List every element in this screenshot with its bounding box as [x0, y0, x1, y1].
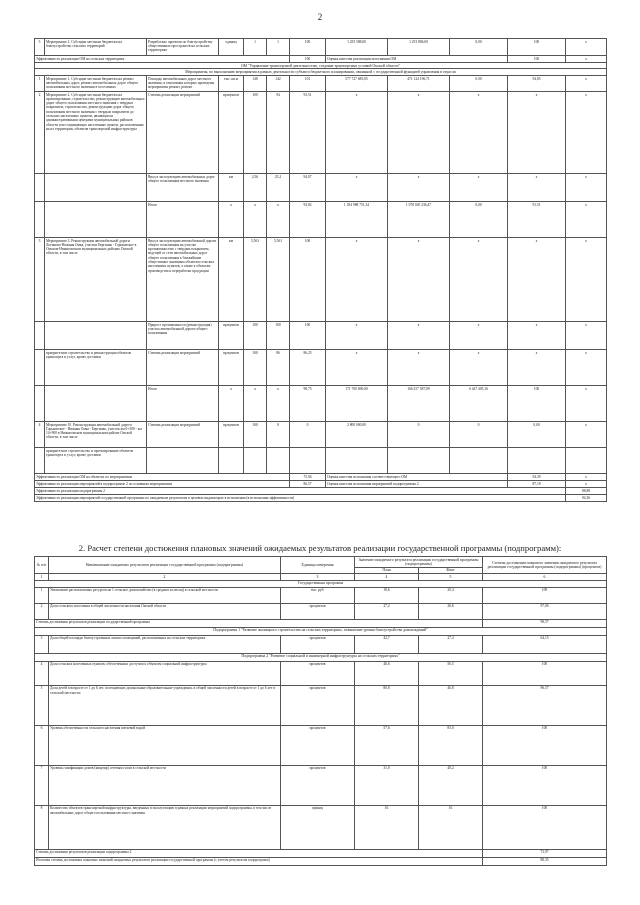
table-cell: 94,85 [508, 75, 566, 91]
table-cell: 0,00 [450, 39, 508, 56]
table-cell: х [566, 75, 607, 91]
table-cell: 27,2 [355, 603, 419, 619]
table-cell: х [388, 237, 450, 321]
table-cell [35, 321, 45, 349]
table-cell: 5 [35, 685, 49, 725]
table-cell: 42,7 [355, 635, 419, 653]
table-cell: 2 [35, 603, 49, 619]
table-cell: х [566, 349, 607, 385]
section-heading: Подпрограмма 2 "Развитие социальной и инженерной инфраструктуры на сельских территориях" [35, 653, 607, 661]
table-cell: 142 [267, 75, 290, 91]
table-cell: х [326, 91, 388, 173]
table-cell: Доля сельских населенных пунктов, обеспеченных доступом к объектам социальной инфраструктуры [49, 661, 281, 685]
table-cell: 100 [244, 321, 267, 349]
column-number: 4 [355, 574, 419, 580]
efficiency-table [34, 38, 607, 502]
table-cell: Ввод в эксплуатацию автомобильной дороги общего пользования на участке протяженностью с твердым покрытием, ведущей от сети автомобильных дорог общего пользования к ближайшим общественно значимым объектам сельских населенных пунктов, а также к объектам производства и переработки продукции [147, 237, 219, 321]
table-cell [566, 447, 607, 473]
table-cell: 64,15 [483, 635, 607, 653]
table-cell: Увеличение располагаемых ресурсов на 1 сельское домохозяйство (в среднем за месяц) в сельской местности [49, 587, 281, 603]
table-row [35, 635, 607, 653]
table-cell: Итого [147, 201, 219, 237]
summary-value: 87,18 [508, 480, 566, 487]
table-cell: 6 [35, 725, 49, 765]
table-cell: 46,6 [355, 661, 419, 685]
table-cell: Мероприятие 1. Субсидии местным бюджетам на ремонт автомобильных дорог, ремонт автомобильных дорог общего пользования местного значения в поселениях [45, 75, 147, 91]
table-cell: х [508, 349, 566, 385]
table-row [35, 580, 607, 587]
section-heading: Подпрограмма 1 "Развитие жилищного строительства на сельских территориях, повышение уровня благоустройства домовладений" [35, 627, 607, 635]
table-cell [219, 447, 244, 473]
table-cell: х [566, 321, 607, 349]
table-cell: 0,00 [508, 421, 566, 447]
table-cell: 5,561 [267, 237, 290, 321]
summary-label: Эффективность реализации мероприятий в подпрограмме 2 по основным мероприятиям [35, 480, 290, 487]
table-cell: Степень реализации мероприятий [147, 349, 219, 385]
table-cell: 166 257 587,89 [388, 385, 450, 421]
table-cell: Доля детей в возрасте от 1 до 6 лет, посещающих дошкольные образовательные учреждения, в общей численности детей в возрасте от 1 до 6 лет в сельской местности [49, 685, 281, 725]
table-row [35, 349, 607, 385]
summary-label: Эффективность реализации ОМ на сельских территориях [35, 56, 290, 63]
summary-value: 75,94 [290, 473, 326, 480]
table-cell [35, 385, 45, 421]
table-cell [35, 201, 45, 237]
summary-label: Оценка качества реализации исполнения ОМ [326, 56, 508, 63]
table-cell: Количество объектов транспортной инфраструктуры, введенных в эксплуатацию в рамках реализации мероприятий подпрограммы, в том числе автомобильных дорог общего пользования местного значения [49, 805, 281, 849]
table-row [35, 805, 607, 849]
table-cell: 577 727 685,05 [326, 75, 388, 91]
header-fact: Факт [419, 567, 483, 573]
column-number: 5 [419, 574, 483, 580]
table-cell: 46,8 [419, 685, 483, 725]
table-cell: х [566, 421, 607, 447]
section-2-title: 2. Расчет степени достижения плановых значений ожидаемых результатов реализации государственной программы (подпрограмм): [78, 543, 562, 553]
table-cell: х [508, 321, 566, 349]
total-label: Эффективность реализации подпрограммы 2 [35, 487, 566, 494]
table-cell: 100 [290, 39, 326, 56]
summary-label: Оценка качества исполнения мероприятий подпрограммы 2 [326, 480, 508, 487]
table-row [35, 627, 607, 635]
table-cell: Итого [147, 385, 219, 421]
table-cell: Мероприятие 2. Субсидии местным бюджетам на проектирование, строительство, реконструкцию автомобильных дорог общего пользования местного значения с твердым покрытием, строительство, реконструкцию дорог общего пользования местного значения с твердым покрытием до сельских населенных пунктов, являющихся административными центрами муниципальных районов области или соединяющих населенные пункты, расположенные на их территории, объектов транспортной инфраструктуры [45, 91, 147, 173]
table-cell: Степень реализации мероприятий [147, 421, 219, 447]
table-row [35, 91, 607, 173]
table-cell: 0,00 [450, 75, 508, 91]
table-row [35, 447, 607, 473]
table-row [35, 321, 607, 349]
section-heading: Мероприятия, по выполнению мероприятия в рамках деятельности субъекта бюджетного планирования, связанной с государственной функцией управления в отрасли [35, 69, 607, 75]
table-cell: 1 184 988 751,34 [326, 201, 388, 237]
table-cell: 57,6 [355, 725, 419, 765]
table-cell [45, 385, 147, 421]
table-cell: 18,6 [355, 587, 419, 603]
section-heading: ОМ "Управление транспортной деятельностью, создание транспортных условий Омской области" [35, 63, 607, 69]
table-cell: 6 447 405,16 [450, 385, 508, 421]
table-cell [244, 447, 267, 473]
table-cell: 2 [35, 91, 45, 173]
table-cell: х [566, 385, 607, 421]
table-cell: х [326, 173, 388, 201]
table-cell: Разработано проектов по благоустройству общественных пространств на сельских территориях [147, 39, 219, 56]
table-cell: 100 [508, 385, 566, 421]
table-cell: 0 [290, 421, 326, 447]
summary-value: х [566, 473, 607, 480]
table-cell: 7 [35, 765, 49, 805]
table-cell: единиц [219, 39, 244, 56]
table-cell: х [450, 173, 508, 201]
table-cell: 20,4 [419, 587, 483, 603]
table-cell: 471 124 196,71 [388, 75, 450, 91]
table-cell: процентов [281, 685, 355, 725]
header-degree: Степень достижения планового значения ожидаемого результата реализации государственной программы (подпрограммы) (процентов) [483, 557, 607, 574]
column-number: 3 [281, 574, 355, 580]
table-row [35, 173, 607, 201]
table-cell: процентов [281, 635, 355, 653]
table-cell: 94,07 [290, 173, 326, 201]
table-row [35, 494, 607, 501]
table-cell: 100 [290, 321, 326, 349]
table-cell: 8 [35, 805, 49, 849]
table-cell: 16 [419, 805, 483, 849]
table-cell: 31,0 [355, 765, 419, 805]
summary-value: 94,39 [508, 473, 566, 480]
table-cell: км [219, 237, 244, 321]
summary-value: 100 [508, 56, 566, 63]
table-cell: Степень реализации мероприятий [147, 91, 219, 173]
table-cell: х [244, 385, 267, 421]
table-cell [35, 173, 45, 201]
table-cell: процентов [219, 421, 244, 447]
table-cell: х [450, 349, 508, 385]
table-row [35, 75, 607, 91]
table-cell: 101 [290, 75, 326, 91]
table-cell: Ввод в эксплуатацию автомобильных дорог общего пользования местного значения [147, 173, 219, 201]
summary-value: 88,35 [483, 857, 607, 865]
table-cell: 2 800 000,00 [326, 421, 388, 447]
table-cell: приоритетное строительство и проектирование объектов транспорта и услуг, кроме доставки [45, 447, 147, 473]
table-cell: х [326, 349, 388, 385]
table-cell: км [219, 173, 244, 201]
section-heading: Государственная программа [35, 580, 607, 587]
total-label: Эффективность реализации мероприятий государственной программы по ожидаемым результатам в целевых индикаторах в исполнении (в исполнении эффективности) [35, 494, 566, 501]
table-cell: х [388, 349, 450, 385]
table-cell [267, 447, 290, 473]
summary-value: х [566, 56, 607, 63]
table-cell [326, 447, 388, 473]
table-cell: 4 [35, 661, 49, 685]
table-cell: процентов [219, 321, 244, 349]
table-cell: х [219, 385, 244, 421]
table-row [35, 849, 607, 857]
total-value: 88,88 [566, 487, 607, 494]
table-cell: х [566, 237, 607, 321]
table-cell: 98,75 [290, 385, 326, 421]
summary-value: 86,57 [290, 480, 326, 487]
table-cell: 3 [35, 39, 45, 56]
table-cell: Мероприятие 10. Реконструкция автомобильной дороги Горьковское - Нижняя Омка - Бергамак, участок км 0+300 - км 14+900 в Нижнеомском муниципальном районе Омской области, в том числе [45, 421, 147, 447]
table-cell: 25,2 [267, 173, 290, 201]
table-row [35, 661, 607, 685]
table-cell: х [388, 91, 450, 173]
table-cell: 40,2 [419, 765, 483, 805]
total-value: 94,36 [566, 494, 607, 501]
table-cell [508, 447, 566, 473]
summary-label: Степень достижения результатов реализации государственной программы [35, 619, 483, 627]
table-cell: 26,6 [419, 603, 483, 619]
table-cell: 83,0 [419, 725, 483, 765]
table-cell: х [267, 201, 290, 237]
table-cell: 148 [244, 75, 267, 91]
table-cell: процентов [281, 725, 355, 765]
table-cell: х [267, 385, 290, 421]
table-cell: тыс. кв.м [219, 75, 244, 91]
table-cell: 1 [244, 39, 267, 56]
header-unit: Единица измерения [281, 557, 355, 574]
table-cell: 100 [244, 91, 267, 173]
table-cell: 94 [267, 91, 290, 173]
table-row [35, 487, 607, 494]
table-cell: Мероприятие 2. Субсидии местным бюджетам на благоустройство сельских территорий [45, 39, 147, 56]
table-cell: 100 [483, 661, 607, 685]
header-row [35, 557, 607, 568]
table-cell: процентов [281, 661, 355, 685]
header-name: Наименование ожидаемых результатов реализации государственной программы (подпрограммы) [49, 557, 281, 574]
table-cell: х [566, 173, 607, 201]
table-cell: приоритетное строительство и реконструкция объектов транспорта и услуг, кроме доставки [45, 349, 147, 385]
table-cell: 1 [35, 587, 49, 603]
table-cell: 0 [450, 421, 508, 447]
table-cell: 0,00 [450, 201, 508, 237]
summary-label: Степень достижения результатов реализации подпрограммы 2 [35, 849, 483, 857]
table-row [35, 587, 607, 603]
table-row [35, 685, 607, 725]
column-number: 6 [483, 574, 607, 580]
table-cell: х [388, 321, 450, 349]
table-cell: 93,82 [290, 201, 326, 237]
table-cell: 100 [267, 321, 290, 349]
table-cell: х [244, 201, 267, 237]
table-row [35, 619, 607, 627]
table-cell: 100 [483, 725, 607, 765]
table-cell: х [508, 237, 566, 321]
table-cell: 56,5 [419, 661, 483, 685]
table-cell: 0 [388, 421, 450, 447]
table-cell: 93,51 [290, 91, 326, 173]
table-cell: 3 [35, 635, 49, 653]
table-row [35, 857, 607, 865]
table-cell: 3 [35, 237, 45, 321]
table-row [35, 385, 607, 421]
table-cell: х [326, 237, 388, 321]
table-cell: 91,51 [508, 201, 566, 237]
table-cell: х [566, 91, 607, 173]
table-cell: 80,8 [355, 685, 419, 725]
table-cell: х [508, 173, 566, 201]
table-cell: Площадь автомобильных дорог местного значения, в отношении которых проведены мероприятия ремонт, ремонт [147, 75, 219, 91]
table-cell [147, 447, 219, 473]
summary-value: х [566, 480, 607, 487]
table-cell: Прирост протяженности (реконструкция) участка автомобильной дороги общего пользования [147, 321, 219, 349]
table-cell: 171 700 690,00 [326, 385, 388, 421]
table-cell: 97,06 [483, 603, 607, 619]
table-cell: 100 [508, 39, 566, 56]
table-cell: 1 078 045 236,47 [388, 201, 450, 237]
table-row [35, 201, 607, 237]
summary-value: 73,97 [483, 849, 607, 857]
table-row [35, 237, 607, 321]
table-cell: х [450, 321, 508, 349]
table-row [35, 480, 607, 487]
table-cell [45, 173, 147, 201]
table-cell [35, 447, 45, 473]
table-cell: 27,4 [419, 635, 483, 653]
summary-value: 98,57 [483, 619, 607, 627]
table-row [35, 653, 607, 661]
header-num: № п/п [35, 557, 49, 574]
table-cell [388, 447, 450, 473]
table-cell: 4 [35, 421, 45, 447]
table-cell: х [566, 39, 607, 56]
summary-label: Оценка качества исполнения соответствующего ОМ [326, 473, 508, 480]
table-cell: 100 [483, 765, 607, 805]
table-row [35, 725, 607, 765]
table-cell [45, 321, 147, 349]
table-cell [450, 447, 508, 473]
header-plan: План [355, 567, 419, 573]
table-cell: 96,57 [483, 685, 607, 725]
table-row [35, 603, 607, 619]
table-cell: х [326, 321, 388, 349]
header-value-group: Значение ожидаемого результата реализации государственной программы (подпрограммы) [355, 557, 483, 568]
table-cell: тыс. руб. [281, 587, 355, 603]
table-cell: процентов [281, 765, 355, 805]
results-table [34, 556, 607, 866]
table-cell: Уровень обеспеченности сельского населения питьевой водой [49, 725, 281, 765]
table-cell: Мероприятие 3. Реконструкция автомобильной дороги Логиново-Нижняя Омка, участки Бергамак - Горьковское в Омском-Нижнеомском муниципальных районах Омской области, в том числе [45, 237, 147, 321]
table-cell: Доля сельского населения в общей численности населения Омской области [49, 603, 281, 619]
table-cell [45, 201, 147, 237]
table-cell: процентов [219, 349, 244, 385]
table-row [35, 765, 607, 805]
table-cell: х [450, 237, 508, 321]
table-cell: 1 253 806,00 [388, 39, 450, 56]
table-cell: 109 [483, 587, 607, 603]
table-cell: 100 [244, 421, 267, 447]
table-cell: х [566, 201, 607, 237]
table-cell: х [450, 91, 508, 173]
table-cell: Уровень газификации домов (квартир) сетевым газом в сельской местности [49, 765, 281, 805]
page-number: 2 [317, 12, 323, 22]
table-cell: процентов [219, 91, 244, 173]
summary-value: 100 [290, 56, 326, 63]
table-cell: 1 [267, 39, 290, 56]
table-cell: 1 255 588,00 [326, 39, 388, 56]
table-cell: 100 [290, 237, 326, 321]
summary-label: Итоговая степень достижения плановых значений ожидаемых результатов реализации государственной программы (с учетом результатов подпрограмм) [35, 857, 483, 865]
table-cell: 16 [355, 805, 419, 849]
table-cell [290, 447, 326, 473]
table-cell: процентов [281, 603, 355, 619]
table-cell: 2,56 [244, 173, 267, 201]
table-cell [35, 349, 45, 385]
table-row [35, 56, 607, 63]
table-cell: х [508, 91, 566, 173]
table-cell: 100 [244, 349, 267, 385]
table-cell: 86,25 [290, 349, 326, 385]
table-row [35, 421, 607, 447]
table-cell: 1 [35, 75, 45, 91]
table-cell: Доля общей площади благоустроенных жилых помещений, расположенных на сельских территориях [49, 635, 281, 653]
table-cell: единиц [281, 805, 355, 849]
table-cell: х [388, 173, 450, 201]
table-cell: 100 [483, 805, 607, 849]
summary-label: Эффективность реализации ОМ на объектах по мероприятиям [35, 473, 290, 480]
table-cell: 0 [267, 421, 290, 447]
table-row [35, 473, 607, 480]
table-cell: х [219, 201, 244, 237]
table-cell: 5,561 [244, 237, 267, 321]
column-number: 2 [49, 574, 281, 580]
table-row [35, 39, 607, 56]
column-number: 1 [35, 574, 49, 580]
table-cell: 86 [267, 349, 290, 385]
